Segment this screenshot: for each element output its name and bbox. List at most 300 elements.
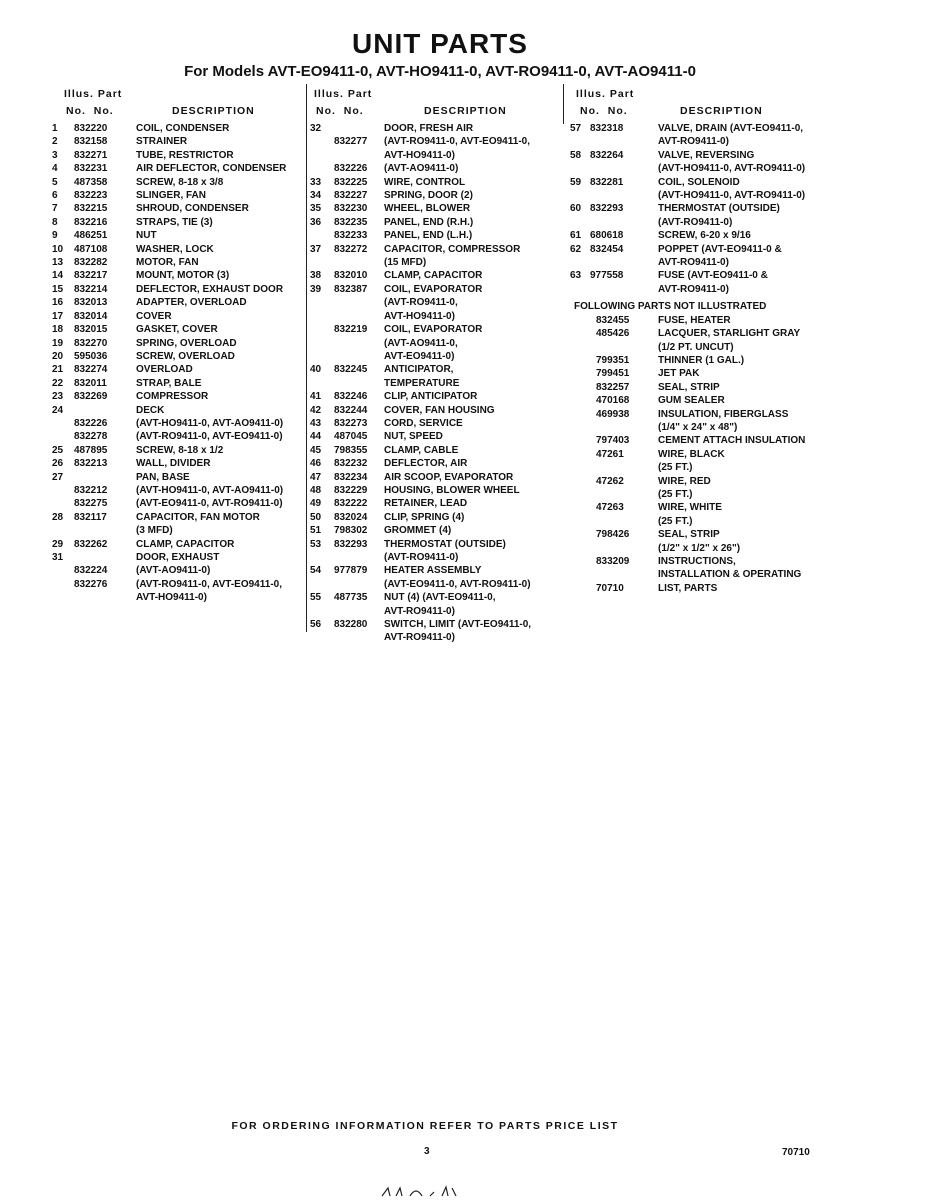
part-description: NUT, SPEED (384, 431, 443, 443)
illus-number: 33 (310, 176, 322, 188)
illus-number: 58 (570, 149, 582, 161)
document-number: 70710 (782, 1147, 810, 1158)
part-number: 469938 (596, 408, 630, 420)
not-illustrated-row (570, 314, 840, 327)
part-row (310, 551, 562, 564)
illus-number: 27 (52, 471, 64, 483)
part-description: JET PAK (658, 368, 700, 380)
part-description: CAPACITOR, FAN MOTOR (136, 511, 260, 523)
part-description: INSTALLATION & OPERATING (658, 569, 802, 581)
ordering-info-footer: FOR ORDERING INFORMATION REFER TO PARTS PRICE LIST (231, 1120, 619, 1132)
part-number: 832387 (334, 283, 368, 295)
part-description: (AVT-HO9411-0, AVT-AO9411-0) (136, 484, 284, 496)
part-number: 487358 (74, 176, 108, 188)
header-description: DESCRIPTION (680, 105, 763, 117)
part-description: HOUSING, BLOWER WHEEL (384, 484, 520, 496)
part-row (52, 578, 302, 591)
part-description: AVT-RO9411-0) (658, 136, 729, 148)
part-description: WASHER, LOCK (136, 243, 214, 255)
part-row (570, 189, 840, 202)
illus-number: 57 (570, 123, 582, 134)
part-row (52, 471, 302, 484)
part-row (310, 283, 562, 296)
part-row (570, 122, 840, 135)
part-row (52, 176, 302, 189)
part-row (52, 149, 302, 162)
part-description: AVT-HO9411-0) (384, 310, 455, 322)
part-description: SPRING, DOOR (2) (384, 190, 473, 202)
not-illustrated-row (570, 501, 840, 514)
part-description: HEATER ASSEMBLY (384, 565, 482, 577)
not-illustrated-row (570, 488, 840, 501)
part-row (310, 497, 562, 510)
illus-number: 19 (52, 337, 64, 349)
parts-list (570, 122, 840, 296)
illus-number: 14 (52, 270, 64, 282)
header-description: DESCRIPTION (172, 105, 255, 117)
part-number: 832225 (334, 176, 368, 188)
part-number: 832293 (334, 538, 368, 550)
part-row (52, 256, 302, 269)
part-row (52, 337, 302, 350)
part-description: (AVT-HO9411-0, AVT-RO9411-0) (658, 190, 806, 202)
part-number: 832454 (590, 243, 624, 255)
illus-number: 10 (52, 243, 64, 255)
part-description: AIR DEFLECTOR, CONDENSER (136, 163, 287, 175)
header-no: No. (607, 105, 628, 117)
part-description: GROMMET (4) (384, 525, 452, 537)
part-number: 832246 (334, 391, 368, 403)
illus-number: 15 (52, 283, 64, 295)
part-number: 487045 (334, 431, 368, 443)
part-number: 832220 (74, 123, 108, 134)
part-description: (AVT-HO9411-0, AVT-RO9411-0) (658, 163, 806, 175)
page-number: 3 (424, 1146, 430, 1157)
part-description: ADAPTER, OVERLOAD (136, 297, 247, 309)
part-number: 977879 (334, 565, 368, 577)
illus-number: 46 (310, 458, 322, 470)
part-description: (1/4" x 24" x 48") (658, 421, 738, 433)
part-number: 832455 (596, 314, 630, 326)
part-number: 485426 (596, 328, 630, 340)
parts-list (52, 122, 302, 605)
part-row (310, 122, 562, 135)
column-header (310, 86, 562, 122)
part-number: 487895 (74, 444, 108, 456)
part-row (52, 497, 302, 510)
not-illustrated-row (570, 394, 840, 407)
part-description: GUM SEALER (658, 395, 725, 407)
part-number: 832231 (74, 163, 108, 175)
handwritten-mark (378, 1184, 478, 1200)
header-no: No. (93, 105, 114, 117)
column-header (52, 86, 302, 122)
part-row (570, 229, 840, 242)
part-number: 832269 (74, 391, 108, 403)
part-row (570, 149, 840, 162)
part-number: 832011 (74, 377, 107, 389)
part-number: 595036 (74, 350, 108, 362)
part-number: 798426 (596, 529, 630, 541)
part-description: WIRE, WHITE (658, 502, 722, 514)
part-row (52, 310, 302, 323)
illus-number: 61 (570, 230, 582, 242)
illus-number: 55 (310, 592, 322, 604)
part-row (310, 162, 562, 175)
part-description: STRAP, BALE (136, 377, 202, 389)
part-row (310, 135, 562, 148)
part-row (570, 269, 840, 282)
part-description: PANEL, END (L.H.) (384, 230, 473, 242)
part-row (52, 363, 302, 376)
part-row (52, 457, 302, 470)
not-illustrated-row (570, 354, 840, 367)
part-description: SLINGER, FAN (136, 190, 207, 202)
part-number: 832013 (74, 297, 108, 309)
not-illustrated-heading: FOLLOWING PARTS NOT ILLUSTRATED (574, 301, 767, 313)
illus-number: 2 (52, 136, 58, 148)
part-description: WIRE, CONTROL (384, 176, 466, 188)
illus-number: 6 (52, 190, 58, 202)
part-row (570, 135, 840, 148)
part-description: THERMOSTAT (OUTSIDE) (384, 538, 506, 550)
part-description: DEFLECTOR, EXHAUST DOOR (136, 283, 284, 295)
not-illustrated-row (570, 367, 840, 380)
header-illus: Illus. (64, 88, 94, 100)
part-description: (AVT-HO9411-0, AVT-AO9411-0) (136, 417, 284, 429)
part-row (310, 444, 562, 457)
part-number: 832216 (74, 216, 108, 228)
illus-number: 34 (310, 190, 322, 202)
part-number: 798355 (334, 444, 368, 456)
part-row (310, 202, 562, 215)
part-number: 832273 (334, 417, 368, 429)
part-row (310, 296, 562, 309)
illus-number: 16 (52, 297, 64, 309)
part-description: PANEL, END (R.H.) (384, 216, 474, 228)
not-illustrated-row (570, 327, 840, 340)
part-number: 832214 (74, 283, 108, 295)
part-row (52, 283, 302, 296)
part-number: 832230 (334, 203, 368, 215)
part-row (52, 202, 302, 215)
illus-number: 28 (52, 511, 64, 523)
part-description: NUT (4) (AVT-EO9411-0, (384, 592, 496, 604)
illus-number: 7 (52, 203, 58, 215)
part-row (310, 269, 562, 282)
part-description: SEAL, STRIP (658, 529, 720, 541)
not-illustrated-row (570, 515, 840, 528)
part-number: 832277 (334, 136, 368, 148)
illus-number: 44 (310, 431, 322, 443)
header-illus: Illus. (576, 88, 606, 100)
part-description: NUT (136, 230, 157, 242)
part-number: 47262 (596, 475, 624, 487)
part-number: 832227 (334, 190, 368, 202)
parts-column-2 (310, 86, 562, 645)
part-number: 832274 (74, 364, 108, 376)
illus-number: 53 (310, 538, 322, 550)
illus-number: 8 (52, 216, 58, 228)
part-row (310, 457, 562, 470)
part-number: 832234 (334, 471, 368, 483)
illus-number: 5 (52, 176, 58, 188)
illus-number: 4 (52, 163, 58, 175)
illus-number: 22 (52, 377, 64, 389)
part-description: SEAL, STRIP (658, 381, 720, 393)
part-number: 833209 (596, 556, 630, 567)
part-description: CAPACITOR, COMPRESSOR (384, 243, 521, 255)
part-row (310, 430, 562, 443)
part-number: 798302 (334, 525, 368, 537)
header-part: Part (347, 88, 373, 100)
part-number: 832245 (334, 364, 368, 376)
part-description: AVT-EO9411-0) (384, 350, 455, 362)
part-row (310, 618, 562, 631)
part-description: (AVT-AO9411-0, (384, 337, 458, 349)
part-number: 832272 (334, 243, 368, 255)
part-row (52, 135, 302, 148)
illus-number: 45 (310, 444, 322, 456)
part-number: 832282 (74, 257, 108, 269)
illus-number: 47 (310, 471, 322, 483)
part-description: (25 FT.) (658, 462, 693, 474)
part-row (310, 323, 562, 336)
part-description: DOOR, EXHAUST (136, 552, 220, 563)
part-row (310, 243, 562, 256)
part-number: 486251 (74, 230, 108, 242)
part-description: PAN, BASE (136, 471, 190, 483)
part-row (52, 350, 302, 363)
part-description: THERMOSTAT (OUTSIDE) (658, 203, 780, 215)
part-description: CLIP, ANTICIPATOR (384, 391, 478, 403)
part-number: 977558 (590, 270, 624, 282)
part-number: 832219 (334, 324, 368, 336)
illus-number: 38 (310, 270, 322, 282)
part-number: 470168 (596, 395, 630, 407)
column-divider (563, 84, 564, 124)
part-row (570, 256, 840, 269)
part-row (52, 417, 302, 430)
part-number: 832276 (74, 578, 108, 590)
part-description: CLAMP, CABLE (384, 444, 459, 456)
part-description: MOUNT, MOTOR (3) (136, 270, 230, 282)
part-description: STRAINER (136, 136, 188, 148)
part-row (310, 417, 562, 430)
part-number: 832293 (590, 203, 624, 215)
not-illustrated-row (570, 381, 840, 394)
part-number: 680618 (590, 230, 624, 242)
part-row (310, 176, 562, 189)
part-row (310, 310, 562, 323)
part-description: COMPRESSOR (136, 391, 209, 403)
illus-number: 62 (570, 243, 582, 255)
part-row (310, 363, 562, 376)
part-row (310, 390, 562, 403)
not-illustrated-row (570, 542, 840, 555)
illus-number: 26 (52, 458, 64, 470)
not-illustrated-row (570, 555, 840, 568)
part-number: 832278 (74, 431, 108, 443)
not-illustrated-row (570, 408, 840, 421)
part-number: 832215 (74, 203, 108, 215)
part-row (52, 189, 302, 202)
part-number: 832235 (334, 216, 368, 228)
not-illustrated-row (570, 528, 840, 541)
header-no: No. (316, 105, 336, 117)
header-no: No. (343, 105, 364, 117)
part-row (310, 404, 562, 417)
parts-list (310, 122, 562, 645)
part-number: 47261 (596, 448, 624, 460)
part-row (52, 591, 302, 604)
part-number: 832264 (590, 149, 624, 161)
part-row (310, 484, 562, 497)
part-description: CLAMP, CAPACITOR (384, 270, 483, 282)
not-illustrated-row (570, 461, 840, 474)
part-number: 832226 (334, 163, 368, 175)
illus-number: 56 (310, 619, 322, 631)
part-row (52, 323, 302, 336)
not-illustrated-row (570, 475, 840, 488)
not-illustrated-row (570, 582, 840, 595)
header-no: No. (66, 105, 86, 117)
part-description: DOOR, FRESH AIR (384, 123, 474, 134)
illus-number: 20 (52, 350, 64, 362)
part-description: VALVE, REVERSING (658, 149, 755, 161)
part-row (52, 404, 302, 417)
part-description: LACQUER, STARLIGHT GRAY (658, 328, 801, 340)
illus-number: 39 (310, 283, 322, 295)
part-row (52, 390, 302, 403)
part-description: LIST, PARTS (658, 582, 718, 594)
part-description: WIRE, BLACK (658, 448, 725, 460)
part-row (310, 631, 562, 644)
part-description: DEFLECTOR, AIR (384, 458, 468, 470)
part-description: (1/2 PT. UNCUT) (658, 341, 734, 353)
header-no: No. (580, 105, 600, 117)
parts-column-1 (52, 86, 302, 605)
part-number: 487735 (334, 592, 368, 604)
part-number: 832271 (74, 149, 108, 161)
part-description: WIRE, RED (658, 475, 711, 487)
part-number: 799451 (596, 368, 630, 380)
part-description: COIL, EVAPORATOR (384, 324, 483, 336)
illus-number: 3 (52, 149, 58, 161)
part-description: SPRING, OVERLOAD (136, 337, 237, 349)
column-header (570, 86, 840, 122)
part-number: 832213 (74, 458, 108, 470)
parts-column-3 (570, 86, 840, 595)
part-row (570, 162, 840, 175)
part-number: 832158 (74, 136, 108, 148)
part-description: SCREW, 6-20 x 9/16 (658, 230, 751, 242)
part-row (310, 605, 562, 618)
part-row (52, 269, 302, 282)
illus-number: 43 (310, 417, 322, 429)
illus-number: 29 (52, 538, 64, 550)
part-description: SCREW, 8-18 x 1/2 (136, 444, 224, 456)
part-number: 832275 (74, 498, 108, 510)
part-description: POPPET (AVT-EO9411-0 & (658, 243, 782, 255)
part-description: ANTICIPATOR, (384, 364, 454, 376)
models-subtitle: For Models AVT-EO9411-0, AVT-HO9411-0, AVT-RO9411-0, AVT-AO9411-0 (184, 63, 696, 80)
part-description: INSULATION, FIBERGLASS (658, 408, 789, 420)
part-description: SHROUD, CONDENSER (136, 203, 249, 215)
part-number: 832244 (334, 404, 368, 416)
part-description: SCREW, OVERLOAD (136, 350, 235, 362)
part-row (310, 229, 562, 242)
part-row (310, 216, 562, 229)
not-illustrated-row (570, 448, 840, 461)
part-description: CEMENT ATTACH INSULATION (658, 435, 806, 447)
part-description: FUSE, HEATER (658, 314, 731, 326)
part-description: SCREW, 8-18 x 3/8 (136, 176, 224, 188)
part-description: VALVE, DRAIN (AVT-EO9411-0, (658, 123, 804, 134)
illus-number: 48 (310, 484, 322, 496)
part-row (52, 564, 302, 577)
part-description: DECK (136, 404, 165, 416)
illus-number: 1 (52, 123, 58, 134)
part-description: SWITCH, LIMIT (AVT-EO9411-0, (384, 619, 532, 631)
part-number: 832232 (334, 458, 368, 470)
part-description: INSTRUCTIONS, (658, 556, 736, 567)
not-illustrated-row (570, 421, 840, 434)
illus-number: 17 (52, 310, 64, 322)
part-number: 47263 (596, 502, 624, 514)
part-row (52, 484, 302, 497)
part-description: (AVT-RO9411-0) (658, 216, 733, 228)
illus-number: 25 (52, 444, 64, 456)
illus-number: 60 (570, 203, 582, 215)
part-number: 487108 (74, 243, 108, 255)
illus-number: 41 (310, 391, 322, 403)
part-row (310, 578, 562, 591)
part-row (52, 122, 302, 135)
part-description: FUSE (AVT-EO9411-0 & (658, 270, 768, 282)
part-row (310, 350, 562, 363)
part-description: (AVT-EO9411-0, AVT-RO9411-0) (136, 498, 283, 510)
part-description: (25 FT.) (658, 515, 693, 527)
part-row (52, 296, 302, 309)
illus-number: 36 (310, 216, 322, 228)
part-description: WHEEL, BLOWER (384, 203, 471, 215)
part-description: GASKET, COVER (136, 324, 218, 336)
part-row (310, 189, 562, 202)
not-illustrated-row (570, 341, 840, 354)
part-row (310, 337, 562, 350)
part-row (52, 229, 302, 242)
part-description: CLAMP, CAPACITOR (136, 538, 235, 550)
part-row (570, 202, 840, 215)
illus-number: 59 (570, 176, 582, 188)
part-description: AVT-RO9411-0) (384, 605, 455, 617)
part-description: AVT-HO9411-0) (136, 592, 207, 604)
part-description: AVT-RO9411-0) (658, 257, 729, 269)
part-number: 832280 (334, 619, 368, 631)
part-row (52, 243, 302, 256)
page-title: UNIT PARTS (352, 28, 528, 59)
part-description: CLIP, SPRING (4) (384, 511, 465, 523)
illus-number: 37 (310, 243, 322, 255)
illus-number: 32 (310, 123, 322, 134)
part-number: 832024 (334, 511, 368, 523)
part-number: 832223 (74, 190, 108, 202)
part-number: 832014 (74, 310, 108, 322)
part-number: 832281 (590, 176, 624, 188)
part-row (570, 216, 840, 229)
part-row (570, 176, 840, 189)
